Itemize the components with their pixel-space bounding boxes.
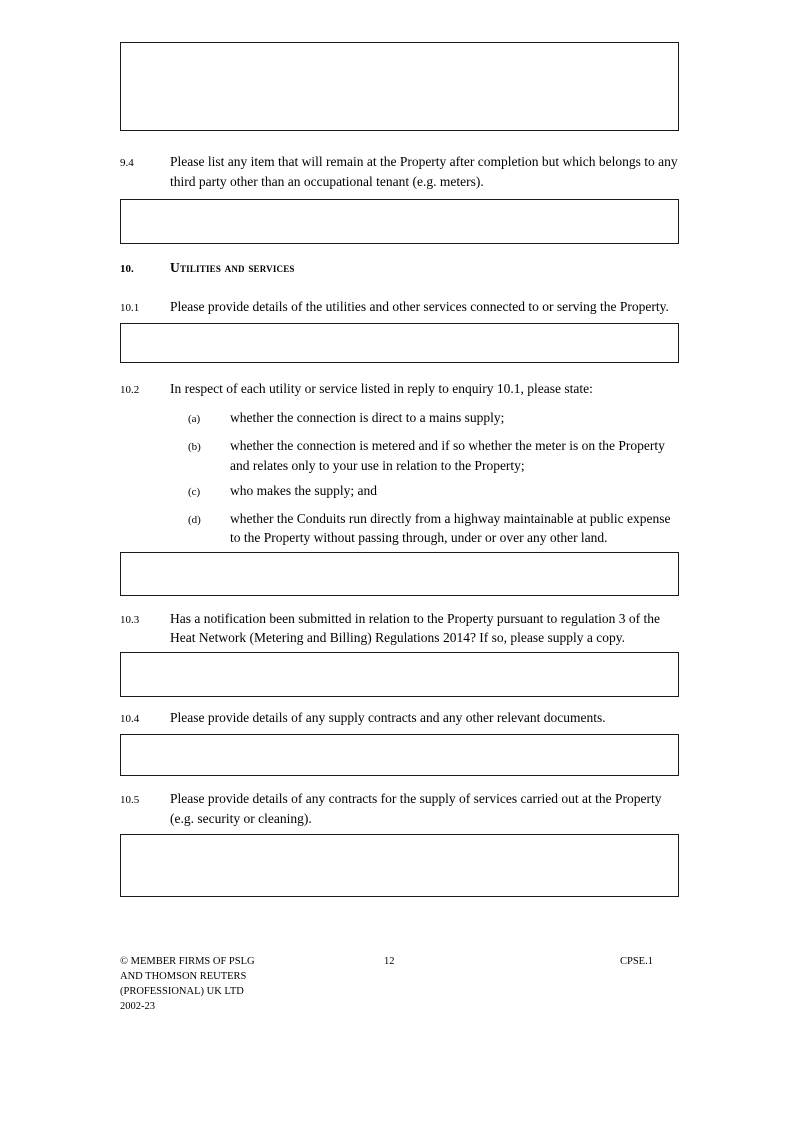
document-code: CPSE.1 [620, 956, 653, 967]
question-number: 10.4 [120, 712, 140, 725]
question-text: Please provide details of any contracts for the supply of services carried out at the Property (e.g. security or cleaning). [170, 791, 662, 826]
copyright-text [120, 954, 310, 1014]
copyright-line: AND THOMSON REUTERS [120, 971, 247, 982]
copyright-line: © MEMBER FIRMS OF PSLG [120, 956, 255, 967]
question-text: Please provide details of any supply contracts and any other relevant documents. [170, 709, 606, 725]
subitem-c [120, 481, 679, 503]
question-9-4 [120, 152, 679, 191]
answer-box-10-5[interactable] [120, 834, 679, 897]
question-10-5 [120, 789, 679, 828]
subitem-a [120, 408, 679, 430]
question-number: 10.2 [120, 384, 140, 396]
question-10-2 [120, 379, 679, 401]
subitem-text: whether the Conduits run directly from a highway maintainable at public expense to the Property without passing through, under or over any other land. [230, 510, 671, 545]
question-number: 9.4 [120, 157, 134, 169]
answer-box-10-4[interactable] [120, 734, 679, 776]
question-10-3 [120, 609, 679, 648]
answer-box-10-1[interactable] [120, 323, 679, 363]
subitem-text: whether the connection is direct to a mains supply; [230, 409, 505, 425]
question-text: Please list any item that will remain at the Property after completion but which belongs to any third party other than an occupational tenant (e.g. meters). [170, 154, 678, 189]
subitem-letter: (c) [188, 486, 201, 498]
answer-box-9-4[interactable] [120, 199, 679, 244]
subitem-letter: (d) [188, 513, 201, 526]
section-title: Utilities and services [170, 260, 295, 275]
answer-box-10-3[interactable] [120, 652, 679, 697]
subitem-letter: (b) [188, 441, 201, 453]
answer-box-continued[interactable] [120, 42, 679, 131]
question-number: 10.1 [120, 301, 140, 314]
subitem-letter: (a) [188, 412, 201, 425]
subitem-text: who makes the supply; and [230, 483, 377, 498]
question-number: 10.3 [120, 613, 140, 626]
question-10-1 [120, 297, 679, 319]
page-number: 12 [384, 956, 395, 967]
subitem-text: whether the connection is metered and if so whether the meter is on the Property and relates only to your use in relation to the Property; [230, 438, 665, 473]
subitem-b [120, 436, 679, 475]
question-10-4 [120, 708, 679, 730]
page-footer [120, 954, 679, 1014]
page-content [0, 42, 800, 1014]
answer-box-10-2[interactable] [120, 552, 679, 596]
subitem-d [120, 509, 679, 548]
question-text: Has a notification been submitted in relation to the Property pursuant to regulation 3 of the Heat Network (Metering and Billing) Regulations 2014? If so, please supply a copy. [170, 610, 661, 645]
copyright-line: (PROFESSIONAL) UK LTD [120, 986, 244, 997]
question-text: In respect of each utility or service listed in reply to enquiry 10.1, please state: [170, 381, 593, 396]
question-text: Please provide details of the utilities and other services connected to or serving the Property. [170, 298, 669, 314]
section-number: 10. [120, 263, 134, 275]
copyright-line: 2002-23 [120, 1001, 155, 1012]
section-heading-10 [120, 258, 679, 280]
question-number: 10.5 [120, 794, 140, 806]
